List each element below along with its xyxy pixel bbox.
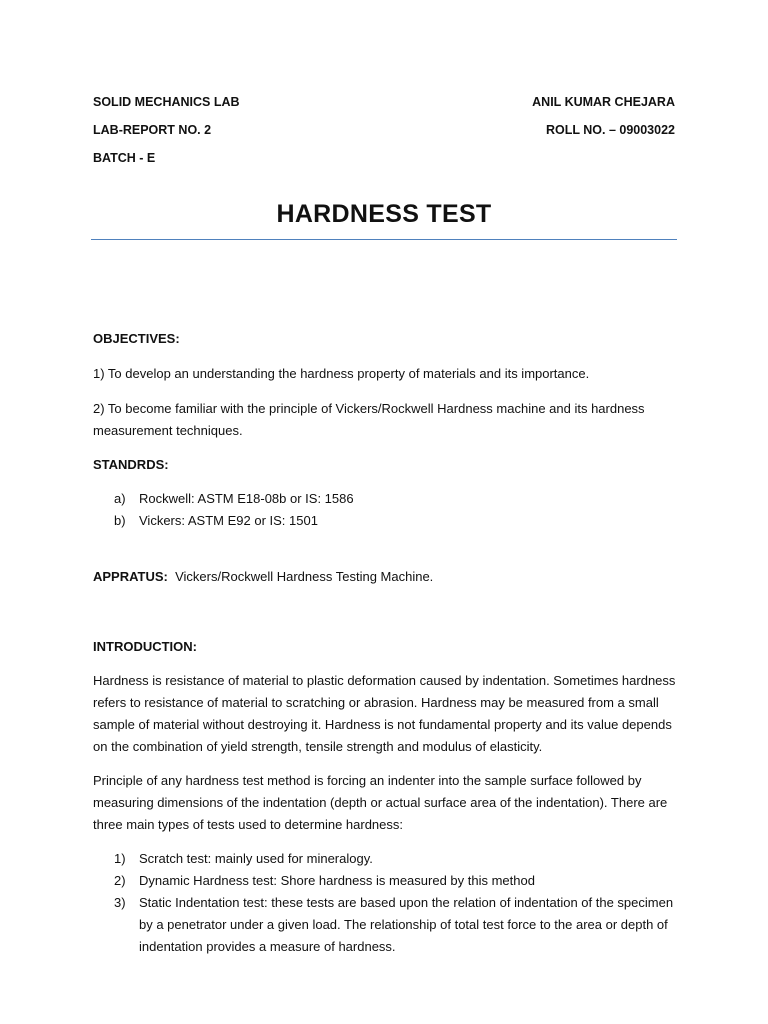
page-title: HARDNESS TEST <box>276 200 492 228</box>
list-item <box>93 848 683 870</box>
standard-text: Vickers: ASTM E92 or IS: 1501 <box>139 513 318 528</box>
standards-list <box>93 488 683 532</box>
list-item <box>93 870 683 892</box>
list-marker: 3) <box>114 895 126 910</box>
introduction-paragraph: Hardness is resistance of material to plastic deformation caused by indentation. Sometimes hardness refers to resistance of material to scratching or abrasion. Hardness may be measured from a small sample of material without destroying it. Hardness is not fundamental property and its value depends on the combination of yield strength, tensile strength and modulus of elasticity. <box>93 673 676 754</box>
list-item <box>93 892 683 958</box>
list-item <box>93 488 683 510</box>
introduction-heading: INTRODUCTION: <box>93 639 197 654</box>
objective-item: 1) To develop an understanding the hardness property of materials and its importance. <box>93 366 590 381</box>
objective-item: 2) To become familiar with the principle of Vickers/Rockwell Hardness machine and its hardness measurement techniques. <box>93 401 645 438</box>
test-type-text: Dynamic Hardness test: Shore hardness is measured by this method <box>139 873 535 888</box>
test-types-list <box>93 848 683 958</box>
list-marker: 2) <box>114 873 126 888</box>
objectives-section <box>93 328 683 442</box>
test-type-text: Static Indentation test: these tests are based upon the relation of indentation of the specimen by a penetrator under a given load. The relationship of total test force to the area or depth of indentation provides a measure of hardness. <box>139 895 674 954</box>
introduction-paragraph: Principle of any hardness test method is forcing an indenter into the sample surface followed by measuring dimensions of the indentation (depth or actual surface area of the indentation). There are three main types of tests used to determine hardness: <box>93 773 668 832</box>
objectives-heading: OBJECTIVES: <box>93 331 180 346</box>
apparatus-section <box>93 566 683 588</box>
standards-section <box>93 454 683 532</box>
apparatus-label: APPRATUS: <box>93 569 168 584</box>
list-marker: 1) <box>114 851 126 866</box>
lab-name: SOLID MECHANICS LAB <box>93 95 240 109</box>
standard-text: Rockwell: ASTM E18-08b or IS: 1586 <box>139 491 354 506</box>
author-name: ANIL KUMAR CHEJARA <box>532 95 675 109</box>
apparatus-text: Vickers/Rockwell Hardness Testing Machine. <box>175 569 434 584</box>
batch: BATCH - E <box>93 151 156 165</box>
list-marker: a) <box>114 491 126 506</box>
title-underline <box>91 239 677 240</box>
list-item <box>93 510 683 532</box>
test-type-text: Scratch test: mainly used for mineralogy. <box>139 851 373 866</box>
introduction-section <box>93 636 683 958</box>
report-number: LAB-REPORT NO. 2 <box>93 123 212 137</box>
standards-heading: STANDRDS: <box>93 457 169 472</box>
roll-number: ROLL NO. – 09003022 <box>545 123 675 137</box>
list-marker: b) <box>114 513 126 528</box>
